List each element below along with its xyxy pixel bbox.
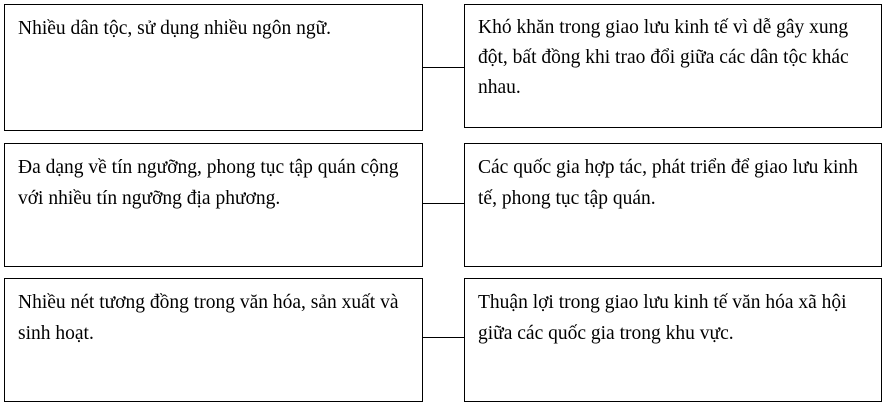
left-box-1-text: Nhiều dân tộc, sử dụng nhiều ngôn ngữ. (18, 18, 332, 39)
connector-3 (423, 337, 464, 338)
left-box-3 (4, 278, 423, 402)
left-box-3-text: Nhiều nét tương đồng trong văn hóa, sản xuất và sinh hoạt. (18, 292, 399, 344)
right-box-1 (464, 4, 882, 128)
right-box-3-text: Thuận lợi trong giao lưu kinh tế văn hóa xã hội giữa các quốc gia trong khu vực. (478, 292, 847, 344)
right-box-3 (464, 278, 882, 402)
right-box-1-text: Khó khăn trong giao lưu kinh tế vì dễ gây xung đột, bất đồng khi trao đổi giữa các dân tộc khác nhau. (478, 17, 849, 98)
connector-1 (423, 67, 464, 68)
right-box-2-text: Các quốc gia hợp tác, phát triển để giao lưu kinh tế, phong tục tập quán. (478, 157, 858, 209)
right-box-2 (464, 143, 882, 267)
left-box-2 (4, 143, 423, 267)
left-box-1 (4, 4, 423, 131)
connector-2 (423, 203, 464, 204)
left-box-2-text: Đa dạng về tín ngưỡng, phong tục tập quán cộng với nhiều tín ngưỡng địa phương. (18, 157, 399, 209)
